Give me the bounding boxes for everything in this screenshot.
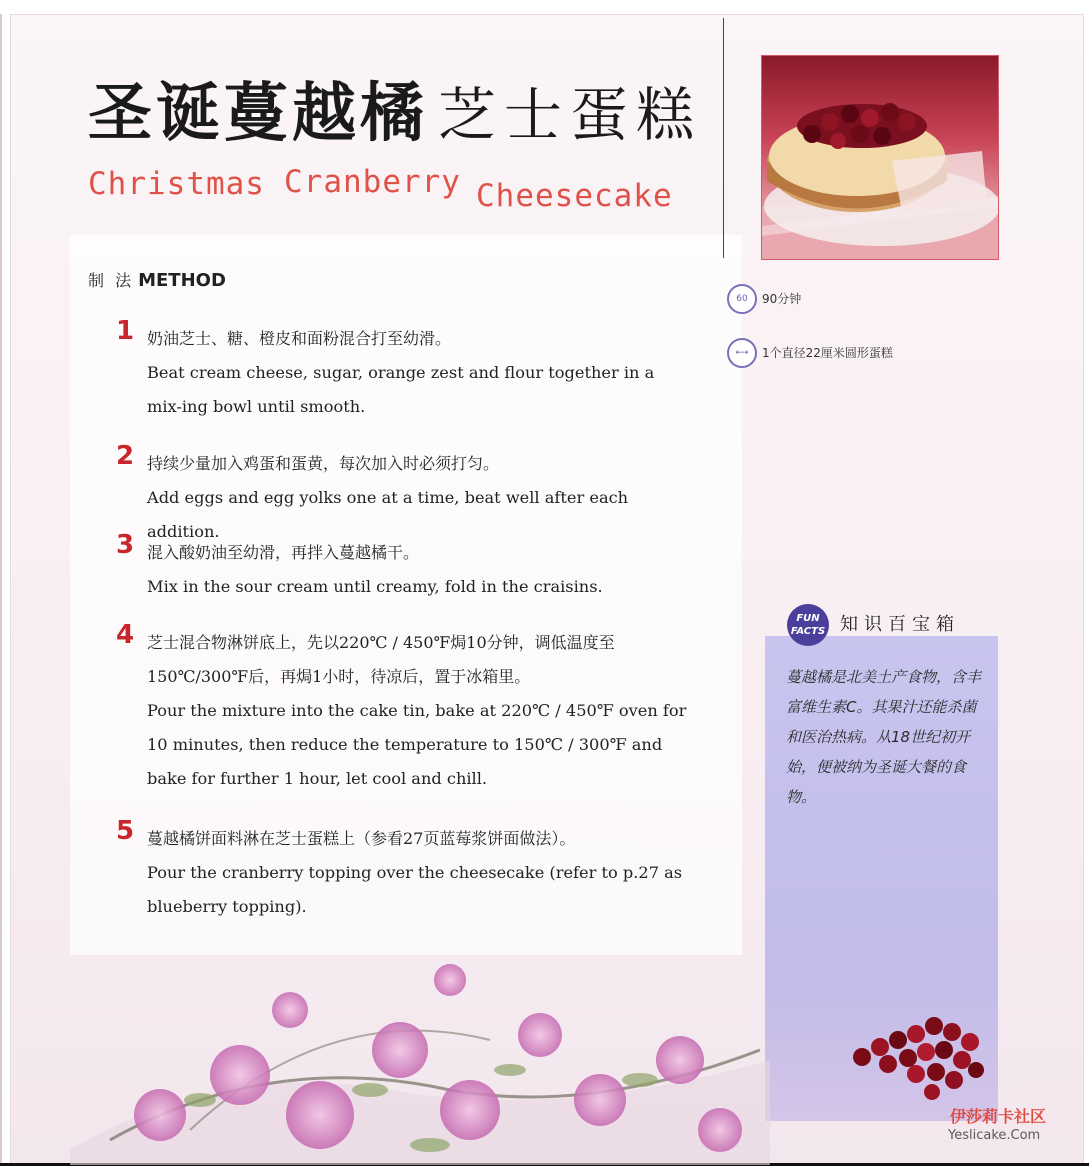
fun-facts-badge: FUN FACTS: [787, 604, 829, 646]
step-text-en: Pour the cranberry topping over the cheesecake (refer to p.27 as blueberry topping).: [147, 863, 683, 916]
title-cn-part1: 圣诞蔓越橘: [88, 77, 428, 151]
step-number: 4: [116, 620, 135, 650]
step-text-cn: 芝士混合物淋饼底上，先以220℃ / 450℉焗10分钟，调低温度至150℃/300℉后，再焗1小时，待凉后，置于冰箱里。: [147, 633, 615, 686]
flower-decoration: [70, 940, 770, 1165]
method-step: [116, 620, 696, 796]
cake-size: 1个直径22厘米圆形蛋糕: [762, 346, 893, 360]
method-label-en: METHOD: [138, 270, 226, 291]
step-number: 5: [116, 816, 135, 846]
method-label-cn: 制 法: [88, 271, 135, 290]
fun-facts-title: 知识百宝箱: [840, 614, 960, 635]
page-edge: [0, 14, 2, 1164]
method-step: [116, 530, 696, 604]
cheesecake-illustration: [762, 56, 998, 259]
step-text-en: Beat cream cheese, sugar, orange zest and flour together in a mix-ing bowl until smooth.: [147, 363, 655, 416]
method-step: [116, 441, 696, 549]
step-text-cn: 持续少量加入鸡蛋和蛋黄，每次加入时必须打匀。: [147, 454, 500, 473]
title-chinese: [88, 62, 702, 154]
prep-time: 90分钟: [762, 292, 802, 306]
step-text-cn: 奶油芝士、糖、橙皮和面粉混合打至幼滑。: [147, 329, 452, 348]
watermark-en: Yeslicake.Com: [948, 1128, 1041, 1143]
title-en-word3: Cheesecake: [476, 178, 673, 214]
method-step: [116, 816, 696, 924]
method-heading: [88, 268, 226, 291]
fun-facts-text: 蔓越橘是北美土产食物，含丰富维生素C。其果汁还能杀菌和医治热病。从18世纪初开始，便被纳为圣诞大餐的食物。: [786, 668, 982, 806]
step-text-en: Pour the mixture into the cake tin, bake at 220℃ / 450℉ oven for 10 minutes, then reduce the temperature to 150℃ / 300℉ and bake for further 1 hour, let cool and chill.: [147, 701, 687, 788]
divider-line: [723, 18, 724, 258]
watermark-cn: 伊莎莉卡社区: [950, 1107, 1047, 1126]
diameter-icon: ⟷: [727, 338, 757, 368]
method-step: [116, 316, 696, 424]
step-text-en: Add eggs and egg yolks one at a time, beat well after each addition.: [147, 488, 629, 541]
cranberries-image: [852, 1012, 992, 1102]
cheesecake-photo: [761, 55, 999, 260]
step-text-cn: 蔓越橘饼面料淋在芝士蛋糕上（参看27页蓝莓浆饼面做法）。: [147, 829, 576, 848]
title-cn-part2: 芝士蛋糕: [438, 81, 703, 149]
clock-icon: 60: [727, 284, 757, 314]
step-text-cn: 混入酸奶油至幼滑，再拌入蔓越橘干。: [147, 543, 420, 562]
title-en-word1: Christmas: [88, 166, 265, 202]
step-number: 1: [116, 316, 135, 346]
title-en-word2: Cranberry: [284, 164, 461, 200]
step-text-en: Mix in the sour cream until creamy, fold in the craisins.: [147, 577, 603, 596]
step-number: 3: [116, 530, 135, 560]
step-number: 2: [116, 441, 135, 471]
